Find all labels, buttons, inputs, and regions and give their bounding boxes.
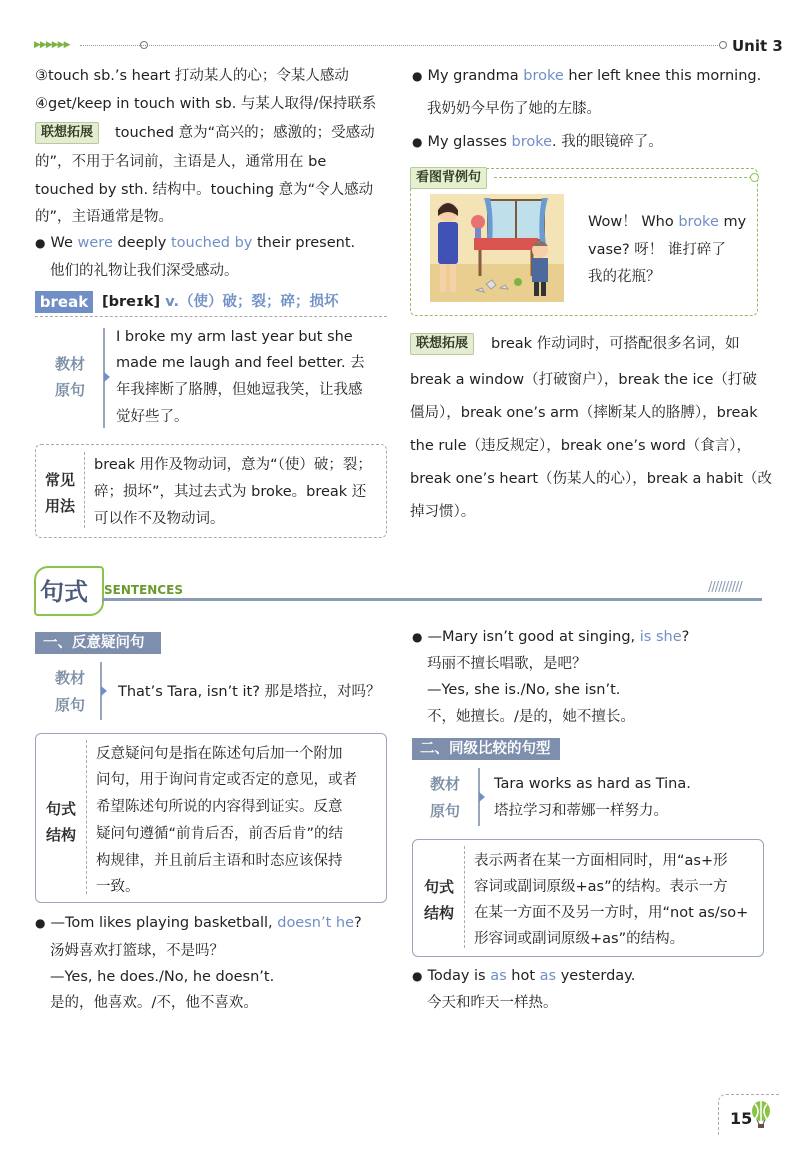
extension-text-2: 的”，不用于名词前，主语是人，通常用在 be bbox=[35, 154, 327, 170]
unit-title: Unit 3 bbox=[732, 37, 783, 55]
tag-question-heading: 一、反意疑问句 bbox=[35, 632, 161, 654]
extension-tag-label: 联想拓展 bbox=[35, 122, 99, 144]
tag-q-structure-2: 问句，用于询问肯定或否定的意见，或者 bbox=[96, 772, 357, 788]
example-glasses: ● My glasses broke. 我的眼镜碎了。 bbox=[412, 134, 663, 150]
tag-q-structure-6: 一致。 bbox=[96, 879, 140, 895]
arrow-icon bbox=[479, 792, 485, 802]
break-collocation-1: break 作动词时，可搭配很多名词，如 bbox=[491, 336, 740, 352]
tag-q-structure-3: 希望陈述句所说的内容得到证实。反意 bbox=[96, 799, 343, 815]
equal-example: ● Today is as hot as yesterday. bbox=[412, 968, 636, 984]
break-collocation-4: the rule（违反规定），break one’s word（食言）， bbox=[410, 438, 752, 454]
extension-text-4: 的”，主语通常是物。 bbox=[35, 209, 174, 225]
extension-tag bbox=[35, 122, 99, 144]
section-hatching: ////////// bbox=[708, 580, 742, 595]
balloon-icon bbox=[750, 1101, 772, 1129]
picture-tag-dot bbox=[750, 173, 759, 182]
common-usage-2: 碎；损坏”，其过去式为 broke。break 还 bbox=[94, 484, 367, 500]
tag-q-structure-label-1: 句式 bbox=[46, 800, 77, 818]
break-collocation-6: 掉习惯）。 bbox=[410, 504, 476, 520]
tag-q-example-2-reply: —Yes, she is./No, she isn’t. bbox=[427, 682, 621, 698]
break-divider bbox=[35, 316, 387, 317]
header-dotted-line bbox=[80, 45, 720, 46]
picture-caption-1: Wow！ Who broke my bbox=[588, 214, 747, 230]
header-circle-left bbox=[140, 41, 148, 49]
example-grandma: ● My grandma broke her left knee this morning. bbox=[412, 68, 762, 84]
arrow-icon bbox=[101, 686, 107, 696]
bullet-icon: ● bbox=[412, 69, 423, 83]
item-keep-touch: ④get/keep in touch with sb. 与某人取得/保持联系 bbox=[35, 96, 377, 112]
picture-tag-line bbox=[494, 177, 752, 178]
common-usage-1: break 用作及物动词，意为“（使）破；裂； bbox=[94, 457, 372, 473]
break-collocation-2: break a window（打破窗户），break the ice（打破 bbox=[410, 372, 757, 388]
example-touched-cn: 他们的礼物让我们深受感动。 bbox=[50, 263, 239, 279]
tag-q-example-2-reply-cn: 不，她擅长。/是的，她不擅长。 bbox=[427, 709, 635, 725]
header-arrows: ▶▶▶▶▶▶ bbox=[34, 40, 70, 50]
tag-q-orig: That’s Tara, isn’t it? 那是塔拉，对吗？ bbox=[118, 684, 381, 700]
picture-caption-2: vase? 呀！ 谁打碎了 bbox=[588, 242, 726, 258]
break-phonetic: [breɪk] v.（使）破；裂；碎；损坏 bbox=[102, 294, 339, 310]
break-orig-4: 觉好些了。 bbox=[116, 409, 189, 425]
tag-q-structure-divider bbox=[86, 740, 87, 894]
tag-q-textbook-label-2: 原句 bbox=[55, 696, 86, 714]
extension-tag-right: 联想拓展 bbox=[410, 333, 474, 355]
tag-q-structure-1: 反意疑问句是指在陈述句后加一个附加 bbox=[96, 746, 343, 762]
bullet-icon: ● bbox=[35, 236, 46, 250]
section-rule bbox=[102, 598, 762, 601]
tag-q-example-2-cn: 玛丽不擅长唱歌，是吧？ bbox=[427, 656, 587, 672]
equal-structure-label-2: 结构 bbox=[424, 904, 455, 922]
tag-q-example-1-cn: 汤姆喜欢打篮球，不是吗？ bbox=[50, 943, 224, 959]
header-circle-right bbox=[719, 41, 727, 49]
equal-structure-4: 形容词或副词原级+as”的结构。 bbox=[474, 931, 685, 947]
picture-example-tag: 看图背例句 bbox=[410, 167, 487, 189]
equal-structure-2: 容词或副词原级+as”的结构。表示一方 bbox=[474, 879, 728, 895]
equal-example-cn: 今天和昨天一样热。 bbox=[427, 995, 558, 1011]
break-collocation-3: 僵局），break one’s arm（摔断某人的胳膊），break bbox=[410, 405, 758, 421]
bullet-icon: ● bbox=[35, 916, 46, 930]
textbook-label-1: 教材 bbox=[55, 355, 86, 373]
textbook-label-2: 原句 bbox=[55, 381, 86, 399]
extension-text-1: touched 意为“高兴的；感激的；受感动 bbox=[115, 125, 375, 141]
common-usage-label-2: 用法 bbox=[45, 497, 76, 515]
picture-caption-3: 我的花瓶？ bbox=[588, 269, 661, 285]
equal-textbook-label-2: 原句 bbox=[430, 802, 461, 820]
break-orig-2: made me laugh and feel better. 去 bbox=[116, 355, 365, 371]
extension-text-3: touched by sth. 结构中。touching 意为“令人感动 bbox=[35, 182, 374, 198]
tag-q-example-1: ● —Tom likes playing basketball, doesn’t he? bbox=[35, 915, 362, 931]
tag-q-example-2: ● —Mary isn’t good at singing, is she? bbox=[412, 629, 690, 645]
tag-q-example-1-reply: —Yes, he does./No, he doesn’t. bbox=[50, 969, 275, 985]
break-word-badge: break bbox=[35, 291, 93, 313]
tag-q-structure-label-2: 结构 bbox=[46, 826, 77, 844]
equal-structure-1: 表示两者在某一方面相同时，用“as+形 bbox=[474, 853, 728, 869]
break-collocation-5: break one’s heart（伤某人的心），break a habit（改 bbox=[410, 471, 772, 487]
common-usage-3: 可以作不及物动词。 bbox=[94, 511, 225, 527]
bullet-icon: ● bbox=[412, 630, 423, 644]
example-grandma-cn: 我奶奶今早伤了她的左膝。 bbox=[427, 101, 601, 117]
equal-orig-2: 塔拉学习和蒂娜一样努力。 bbox=[494, 803, 668, 819]
equal-structure-label-1: 句式 bbox=[424, 878, 455, 896]
break-orig-3: 年我摔断了胳膊，但她逗我笑，让我感 bbox=[116, 382, 363, 398]
break-orig-1: I broke my arm last year but she bbox=[116, 329, 353, 345]
tag-q-structure-4: 疑问句遵循“前肯后否，前否后肯”的结 bbox=[96, 826, 344, 842]
item-touch-heart: ③touch sb.’s heart 打动某人的心；令某人感动 bbox=[35, 68, 349, 84]
equal-orig-1: Tara works as hard as Tina. bbox=[494, 776, 691, 792]
equal-textbook-label-1: 教材 bbox=[430, 775, 461, 793]
page-number: 15 bbox=[730, 1109, 753, 1128]
equal-structure-divider bbox=[464, 846, 465, 948]
bullet-icon: ● bbox=[412, 135, 423, 149]
equal-structure-3: 在某一方面不及另一方时，用“not as/so+ bbox=[474, 905, 749, 921]
illustration-broken-vase bbox=[430, 194, 564, 302]
tag-q-example-1-reply-cn: 是的，他喜欢。/不，他不喜欢。 bbox=[50, 995, 258, 1011]
tag-q-textbook-label-1: 教材 bbox=[55, 669, 86, 687]
bullet-icon: ● bbox=[412, 969, 423, 983]
section-title-en: SENTENCES bbox=[104, 583, 183, 597]
tag-q-structure-5: 构规律，并且前后主语和时态应该保持 bbox=[96, 853, 343, 869]
equal-comparison-heading: 二、同级比较的句型 bbox=[412, 738, 560, 760]
common-usage-divider bbox=[84, 452, 85, 528]
section-title: 句式 bbox=[40, 578, 88, 606]
example-touched: ● We were deeply touched by their present. bbox=[35, 235, 356, 251]
arrow-icon bbox=[104, 372, 110, 382]
common-usage-label-1: 常见 bbox=[45, 471, 76, 489]
